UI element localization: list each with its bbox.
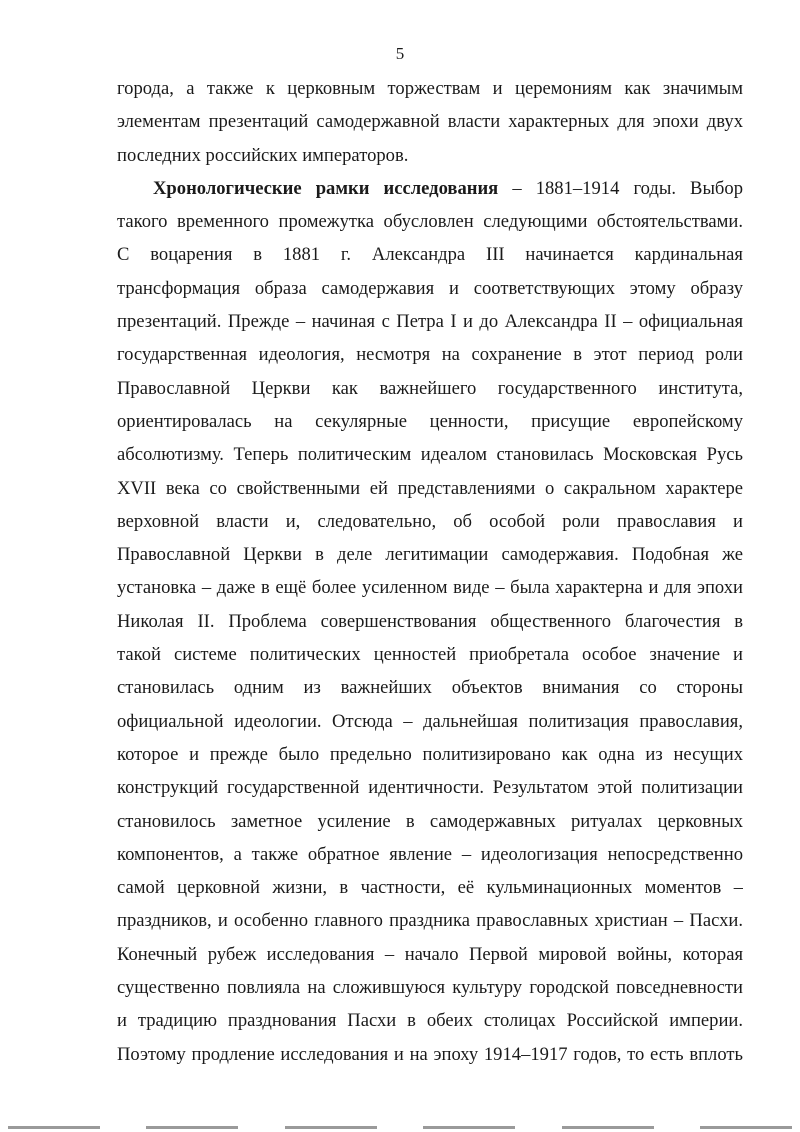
- text-line: Николая II. Проблема совершенствования общественного благочестия в: [117, 610, 743, 632]
- section-heading: Хронологические рамки исследования: [153, 177, 499, 199]
- text-line: самой церковной жизни, в частности, её кульминационных моментов –: [117, 877, 743, 899]
- text-line: последних российских императоров.: [117, 144, 409, 166]
- text-line: верховной власти и, следовательно, об особой роли православия и: [117, 510, 743, 532]
- text-line: компонентов, а также обратное явление – идеологизация непосредственно: [117, 843, 743, 865]
- text-line: государственная идеология, несмотря на сохранение в этот период роли: [117, 344, 743, 366]
- paragraph-first-line: [117, 172, 743, 205]
- scan-mark: [423, 1126, 515, 1129]
- scan-mark: [285, 1126, 377, 1129]
- text-line: праздников, и особенно главного праздника православных христиан – Пасхи.: [117, 910, 743, 932]
- text-line: такой системе политических ценностей приобретала особое значение и: [117, 644, 743, 666]
- text-line: презентаций. Прежде – начиная с Петра I и до Александра II – официальная: [117, 311, 743, 333]
- scan-mark: [146, 1126, 238, 1129]
- text-line: ориентировалась на секулярные ценности, присущие европейскому: [117, 410, 743, 432]
- scan-mark: [8, 1126, 100, 1129]
- text-line: трансформация образа самодержавия и соответствующих этому образу: [117, 277, 743, 299]
- text-line: существенно повлияла на сложившуюся культуру городской повседневности: [117, 977, 743, 999]
- text-line: Православной Церкви в деле легитимации самодержавия. Подобная же: [117, 544, 743, 566]
- scan-edge-marks: [0, 1126, 800, 1129]
- text-line: Конечный рубеж исследования – начало Первой мировой войны, которая: [117, 943, 743, 965]
- text-line: абсолютизму. Теперь политическим идеалом становилась Московская Русь: [117, 444, 743, 466]
- text-line: Православной Церкви как важнейшего государственного института,: [117, 377, 743, 399]
- text-line: и традицию празднования Пасхи в обеих столицах Российской империи.: [117, 1010, 743, 1032]
- text-line: города, а также к церковным торжествам и церемониям как значимым: [117, 78, 743, 99]
- text-line: установка – даже в ещё более усиленном виде – была характерна и для эпохи: [117, 577, 743, 599]
- text-line: элементам презентаций самодержавной власти характерных для эпохи двух: [117, 111, 743, 133]
- text-line: становилось заметное усиление в самодержавных ритуалах церковных: [117, 810, 743, 832]
- text-line: становилась одним из важнейших объектов внимания со стороны: [117, 677, 743, 699]
- text-line: которое и прежде было предельно политизировано как одна из несущих: [117, 743, 743, 765]
- body-text: [117, 72, 743, 1071]
- text-line: С воцарения в 1881 г. Александра III начинается кардинальная: [117, 244, 743, 266]
- page-number: 5: [395, 44, 405, 63]
- scan-mark: [700, 1126, 792, 1129]
- text-line: официальной идеологии. Отсюда – дальнейшая политизация православия,: [117, 710, 743, 732]
- scan-mark: [562, 1126, 654, 1129]
- text-line: Поэтому продление исследования и на эпоху 1914–1917 годов, то есть вплоть: [117, 1043, 743, 1065]
- text-line: XVII века со свойственными ей представлениями о сакральном характере: [117, 477, 743, 499]
- text-line: конструкций государственной идентичности. Результатом этой политизации: [117, 777, 743, 799]
- text-fragment: – 1881–1914 годы. Выбор: [498, 177, 743, 199]
- text-line: такого временного промежутка обусловлен следующими обстоятельствами.: [117, 211, 743, 233]
